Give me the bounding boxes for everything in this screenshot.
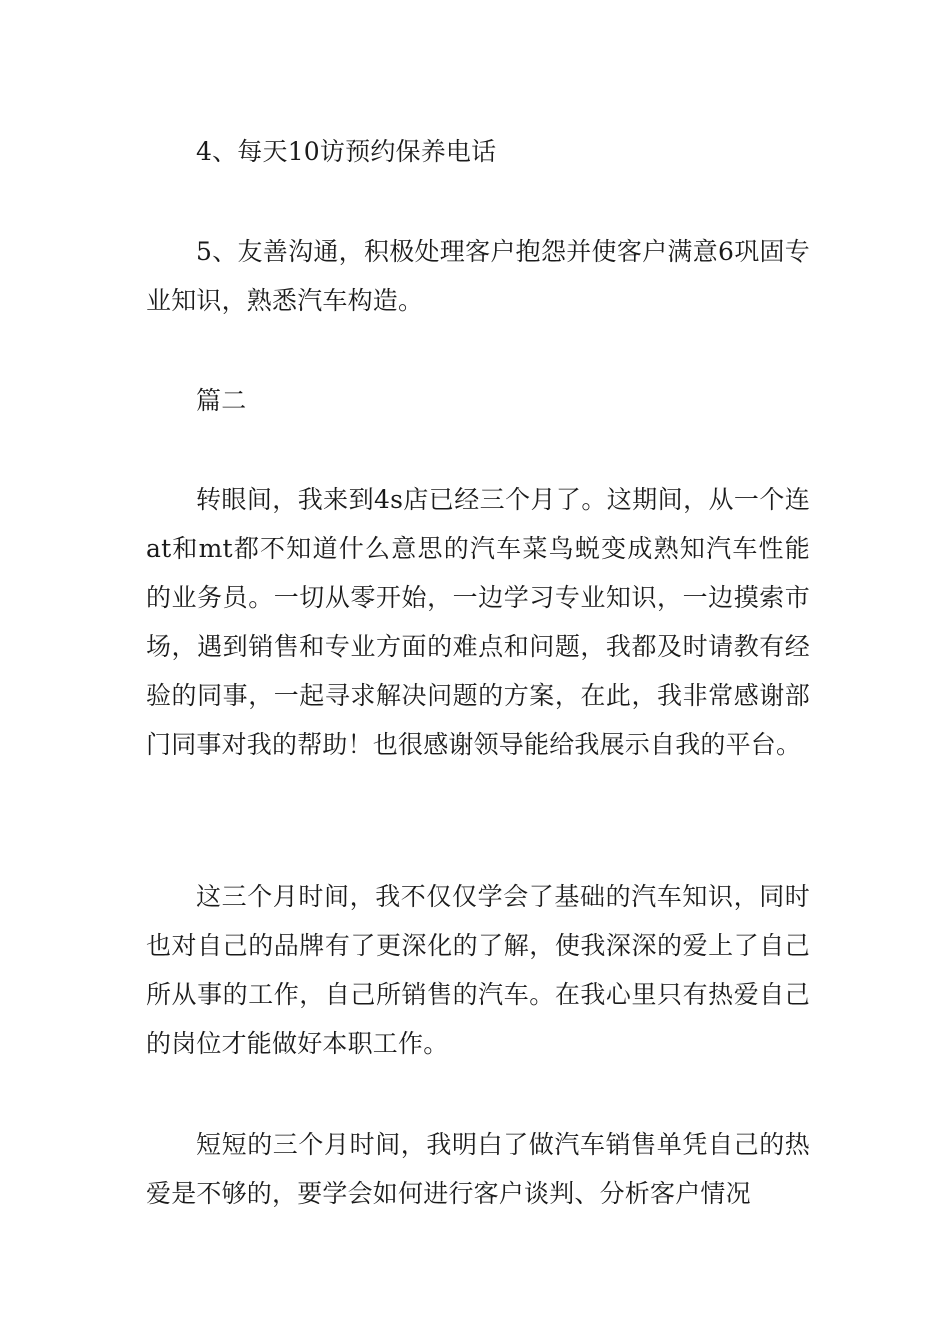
section-heading: 篇二 [196, 386, 247, 415]
paragraph-sales-skills: 短短的三个月时间，我明白了做汽车销售单凭自己的热爱是不够的，要学会如何进行客户谈判、分析客户情况 [146, 1130, 810, 1208]
paragraph-learned-car-knowledge: 这三个月时间，我不仅仅学会了基础的汽车知识，同时也对自己的品牌有了更深化的了解，使我深深的爱上了自己所从事的工作，自己所销售的汽车。在我心里只有热爱自己的岗位才能做好本职工作。 [146, 882, 810, 1058]
paragraph-three-months-at-4s: 转眼间，我来到4s店已经三个月了。这期间，从一个连at和mt都不知道什么意思的汽车菜鸟蜕变成熟知汽车性能的业务员。一切从零开始，一边学习专业知识，一边摸索市场，遇到销售和专业方面的难点和问题，我都及时请教有经验的同事，一起寻求解决问题的方案，在此，我非常感谢部门同事对我的帮助！也很感谢领导能给我展示自我的平台。 [146, 485, 810, 759]
paragraph-daily-maintenance-calls: 4、每天10访预约保养电话 [196, 137, 497, 166]
paragraph-friendly-communication: 5、友善沟通，积极处理客户抱怨并使客户满意6巩固专业知识，熟悉汽车构造。 [146, 237, 810, 315]
